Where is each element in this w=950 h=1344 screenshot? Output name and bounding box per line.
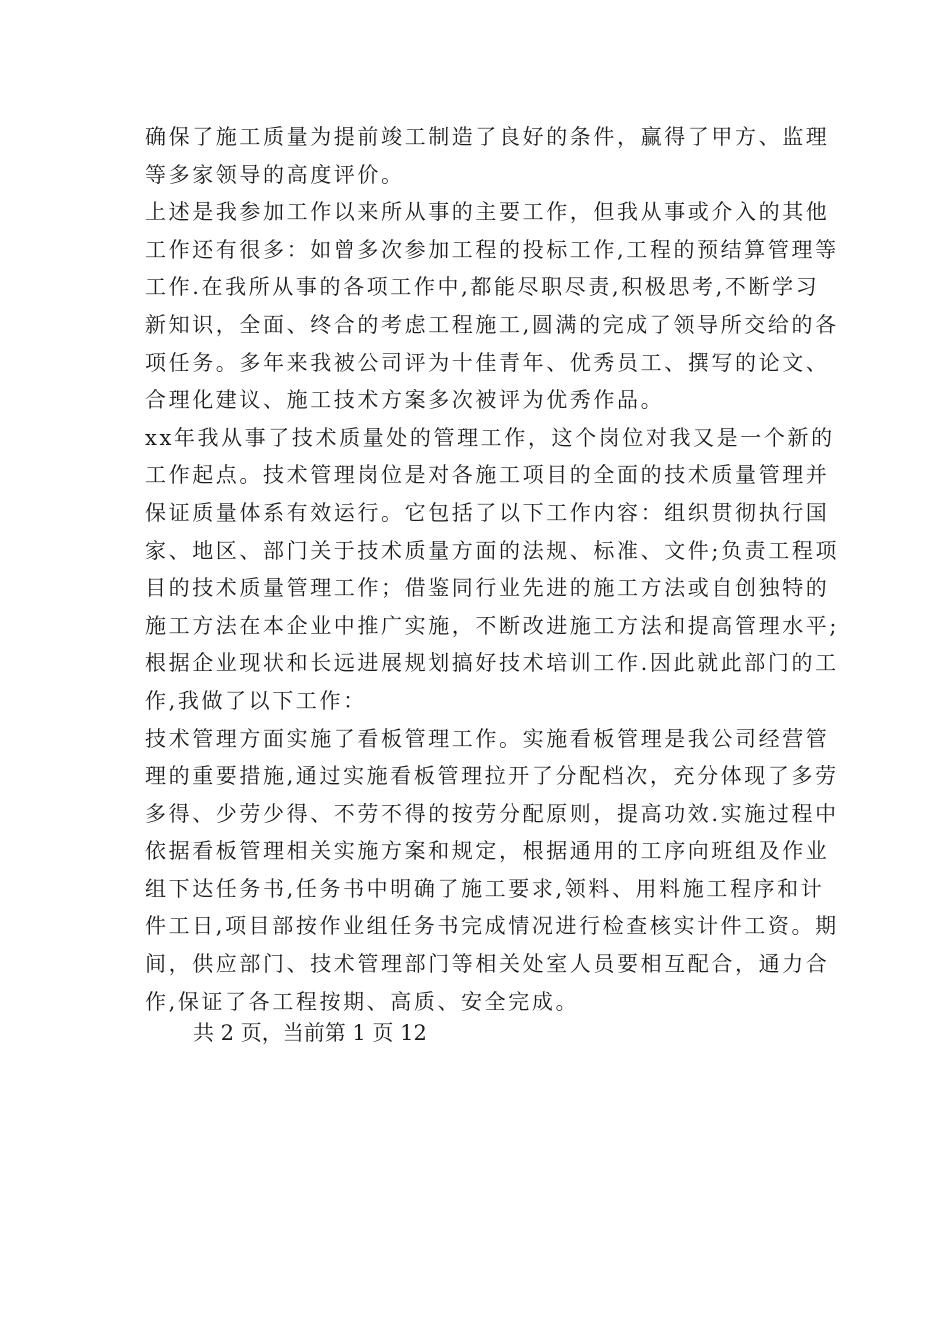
text-line: 施工方法在本企业中推广实施，不断改进施工方法和提高管理水平;: [145, 613, 840, 638]
text-line: 作,保证了各工程按期、高质、安全完成。: [145, 989, 580, 1014]
text-line: 组下达任务书,任务书中明确了施工要求,领料、用料施工程序和计: [145, 876, 825, 901]
text-line: 目的技术质量管理工作；借鉴同行业先进的施工方法或自创独特的: [145, 576, 830, 601]
text-line: 合理化建议、施工技术方案多次被评为优秀作品。: [145, 388, 665, 413]
text-line: 件工日,项目部按作业组任务书完成情况进行检查核实计件工资。期: [145, 914, 839, 939]
text-line: 项任务。多年来我被公司评为十佳青年、优秀员工、撰写的论文、: [145, 350, 830, 375]
paragraph-2: [145, 194, 839, 420]
text-line: 依据看板管理相关实施方案和规定，根据通用的工序向班组及作业: [145, 839, 830, 864]
text-line: 确保了施工质量为提前竣工制造了良好的条件，赢得了甲方、监理: [145, 125, 830, 149]
paragraph-3: [145, 420, 840, 721]
page-footer: 共 2 页，当前第 1 页 12: [193, 1021, 427, 1045]
paragraph-1: [145, 119, 830, 194]
paragraph-4: [145, 721, 839, 1022]
text-line: 根据企业现状和长远进展规划搞好技术培训工作.因此就此部门的工: [145, 651, 839, 676]
text-line: 技术管理方面实施了看板管理工作。实施看板管理是我公司经营管: [145, 726, 830, 751]
text-line: 多得、少劳少得、不劳不得的按劳分配原则，提高功效.实施过程中: [145, 801, 839, 826]
text-line: 家、地区、部门关于技术质量方面的法规、标准、文件;负责工程项: [145, 538, 840, 563]
text-line: 理的重要措施,通过实施看板管理拉开了分配档次，充分体现了多劳: [145, 764, 839, 789]
text-line: 上述是我参加工作以来所从事的主要工作，但我从事或介入的其他: [145, 200, 830, 225]
text-line: 工作还有很多：如曾多次参加工程的投标工作,工程的预结算管理等: [145, 237, 839, 262]
text-line: 作,我做了以下工作：: [145, 688, 367, 713]
text-line: 工作.在我所从事的各项工作中,都能尽职尽责,积极思考,不断学习: [145, 275, 820, 300]
document-body: [145, 119, 840, 1021]
text-line: 保证质量体系有效运行。它包括了以下工作内容：组织贯彻执行国: [145, 500, 830, 525]
text-line: 等多家领导的高度评价。: [145, 162, 405, 187]
text-line: 工作起点。技术管理岗位是对各施工项目的全面的技术质量管理并: [145, 463, 830, 488]
text-line: 间，供应部门、技术管理部门等相关处室人员要相互配合，通力合: [145, 952, 830, 977]
text-line: xx年我从事了技术质量处的管理工作，这个岗位对我又是一个新的: [145, 425, 835, 450]
text-line: 新知识，全面、终合的考虑工程施工,圆满的完成了领导所交给的各: [145, 312, 839, 337]
